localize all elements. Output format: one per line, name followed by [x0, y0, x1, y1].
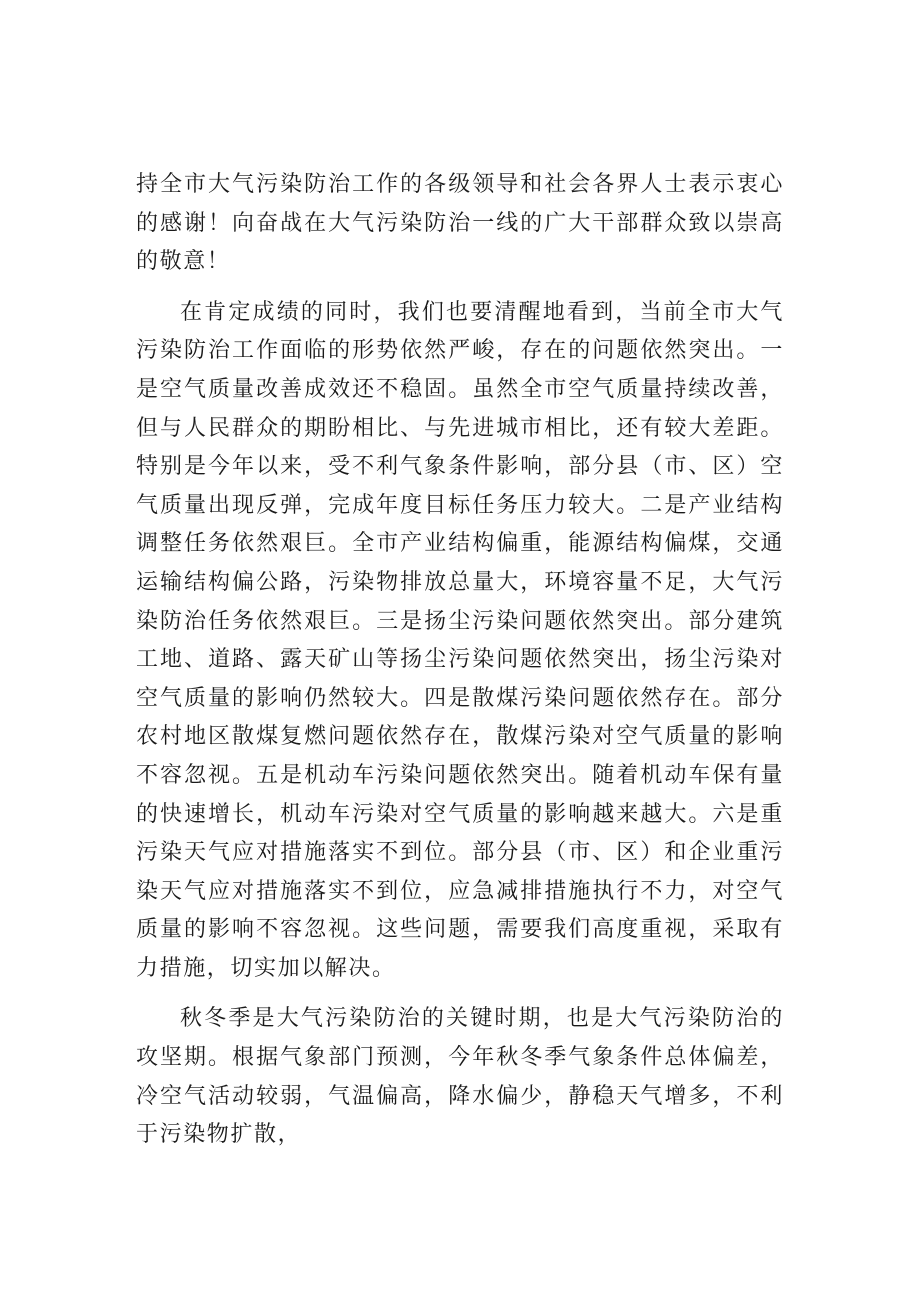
paragraph-autumn-winter: 秋冬季是大气污染防治的关键时期，也是大气污染防治的攻坚期。根据气象部门预测，今年秋冬季气象条件总体偏差，冷空气活动较弱，气温偏高，降水偏少，静稳天气增多，不利于污染物扩散，: [136, 1006, 784, 1148]
paragraph-continuation: 持全市大气污染防治工作的各级领导和社会各界人士表示衷心的感谢！向奋战在大气污染防治一线的广大干部群众致以崇高的敬意！: [136, 172, 784, 275]
paragraph-problems: 在肯定成绩的同时，我们也要清醒地看到，当前全市大气污染防治工作面临的形势依然严峻，存在的问题依然突出。一是空气质量改善成效还不稳固。虽然全市空气质量持续改善，但与人民群众的期盼相比、与先进城市相比，还有较大差距。特别是今年以来，受不利气象条件影响，部分县（市、区）空气质量出现反弹，完成年度目标任务压力较大。二是产业结构调整任务依然艰巨。全市产业结构偏重，能源结构偏煤，交通运输结构偏公路，污染物排放总量大，环境容量不足，大气污染防治任务依然艰巨。三是扬尘污染问题依然突出。部分建筑工地、道路、露天矿山等扬尘污染问题依然突出，扬尘污染对空气质量的影响仍然较大。四是散煤污染问题依然存在。部分农村地区散煤复燃问题依然存在，散煤污染对空气质量的影响不容忽视。五是机动车污染问题依然突出。随着机动车保有量的快速增长，机动车污染对空气质量的影响越来越大。六是重污染天气应对措施落实不到位。部分县（市、区）和企业重污染天气应对措施落实不到位，应急减排措施执行不力，对空气质量的影响不容忽视。这些问题，需要我们高度重视，采取有力措施，切实加以解决。: [136, 299, 784, 981]
document-body: [136, 166, 784, 1167]
